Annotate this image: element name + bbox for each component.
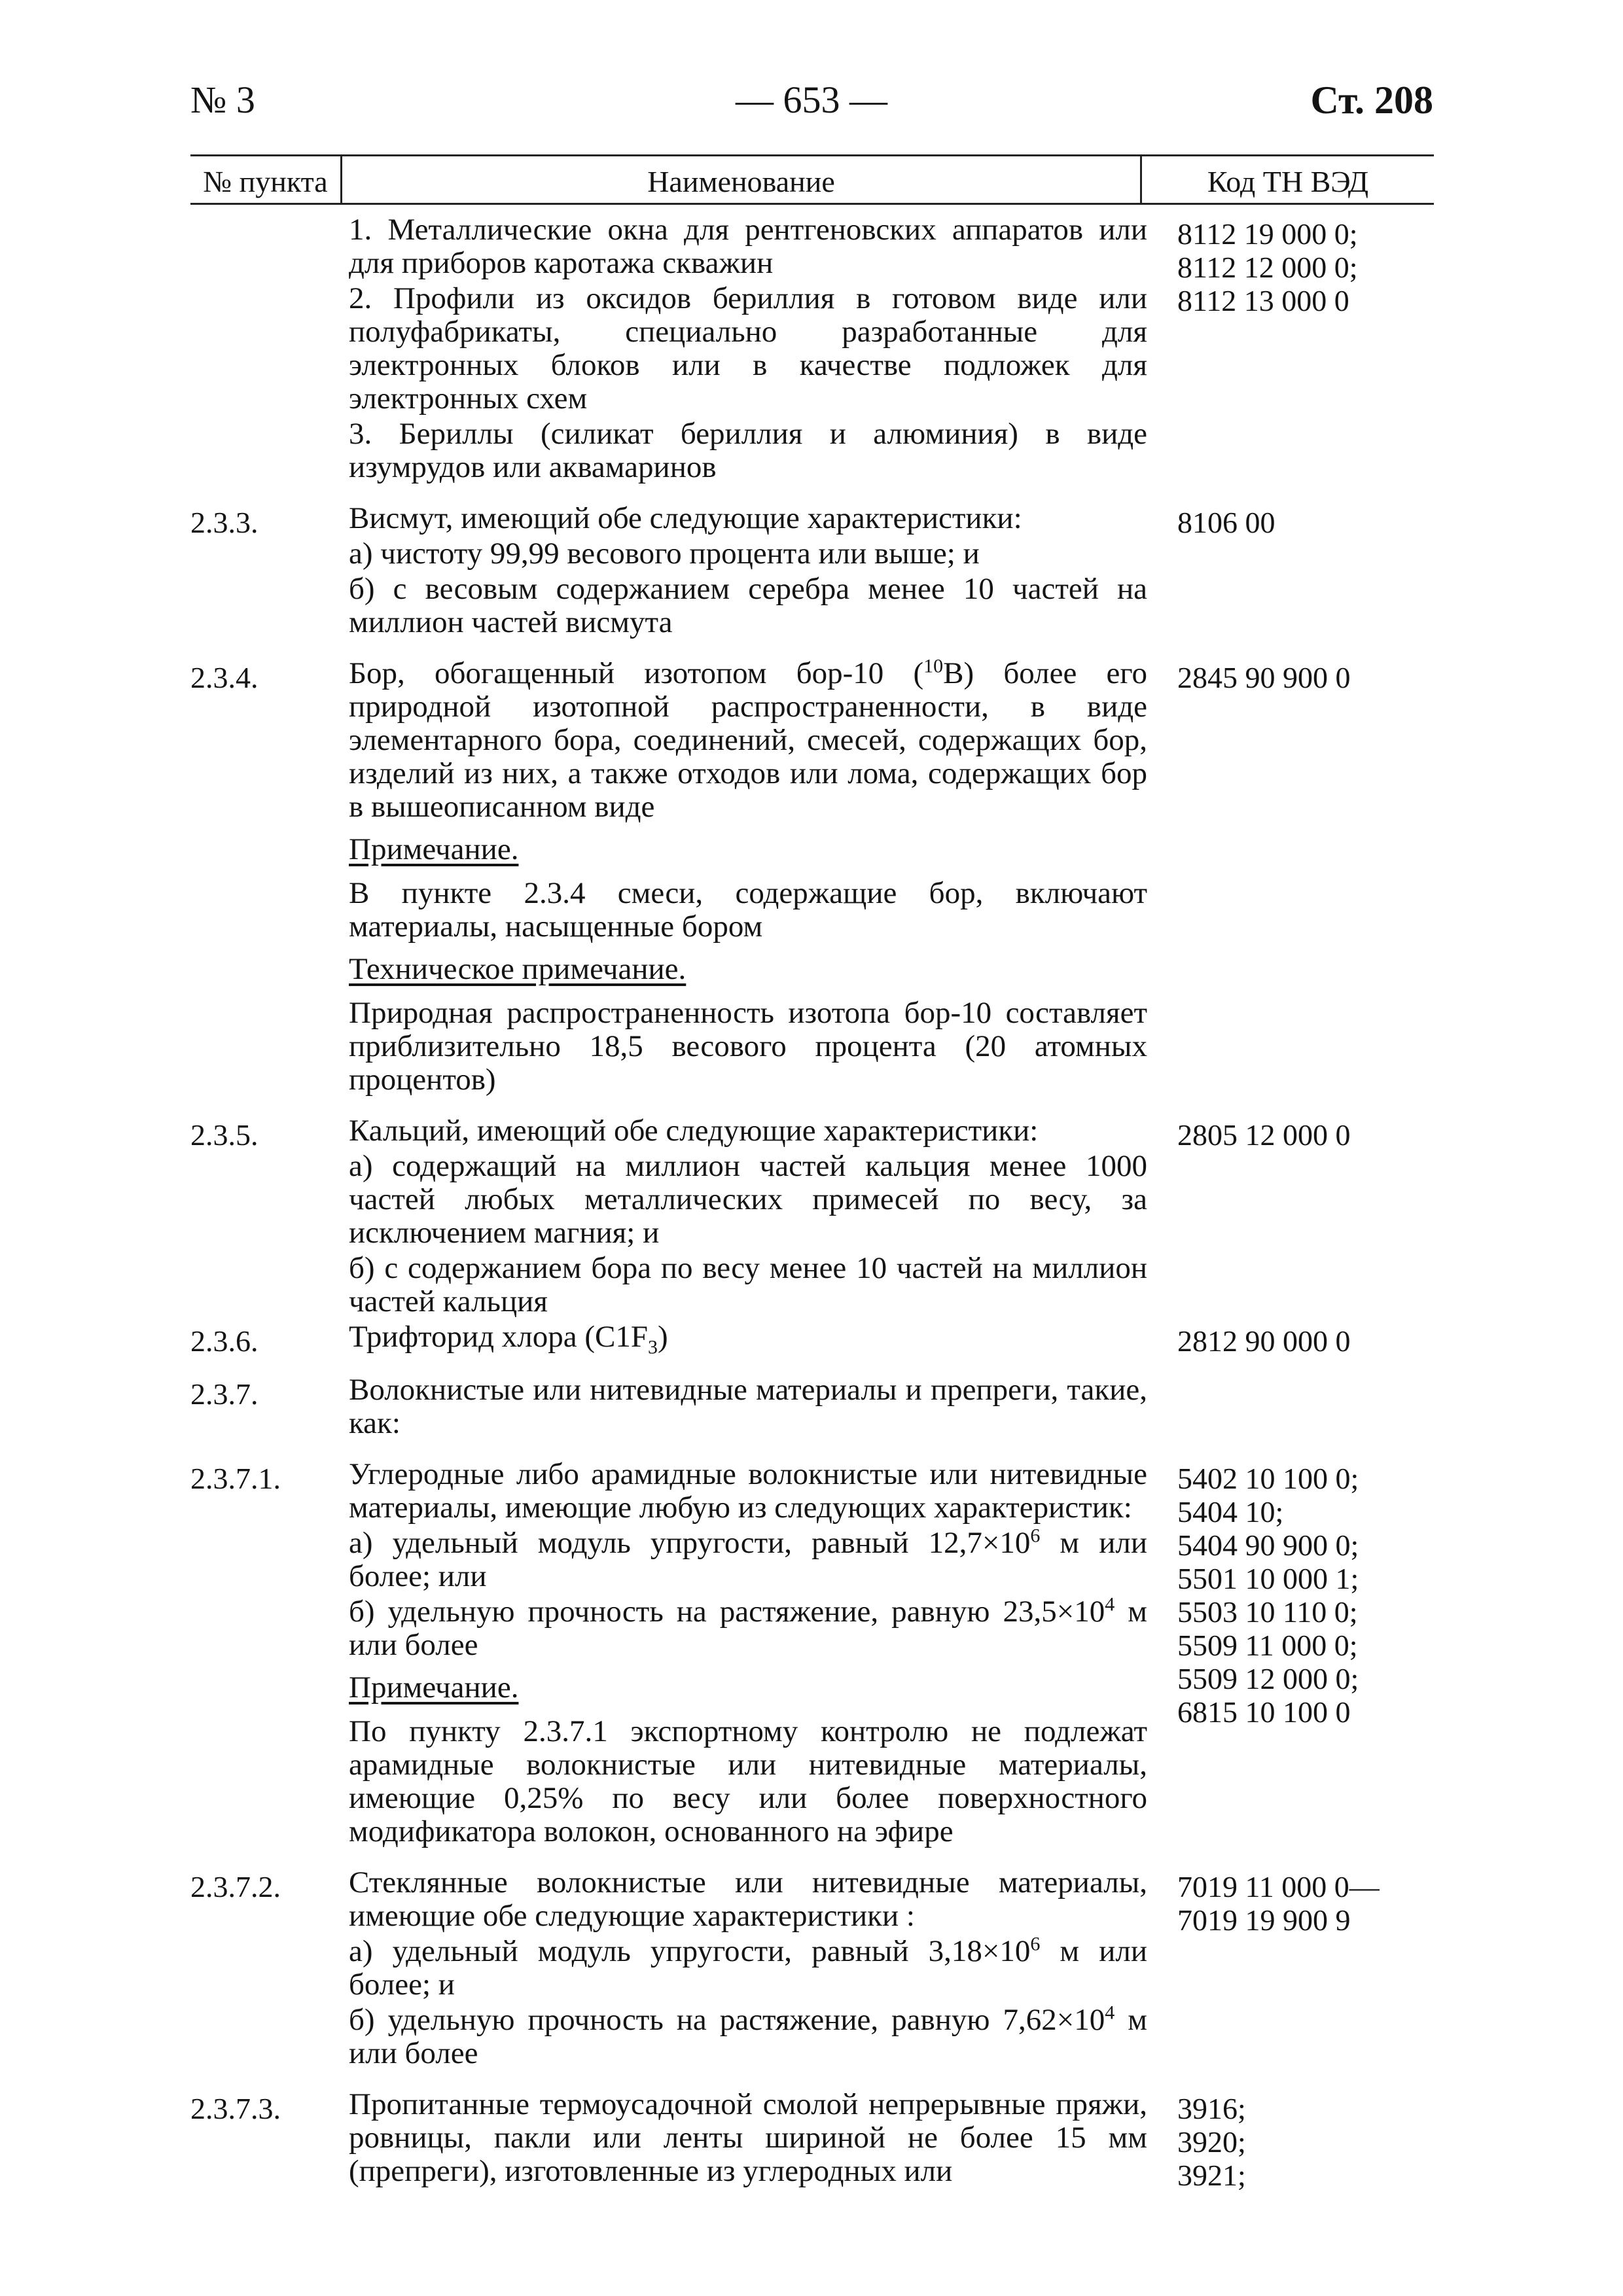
technical-note-heading: Техническое примечание. <box>349 952 687 986</box>
table-header-bottom-rule <box>190 203 1434 205</box>
tn-ved-code: 3916; <box>1177 2092 1246 2125</box>
item-text <box>349 1595 1147 1662</box>
tn-ved-code: 8106 00 <box>1177 506 1275 539</box>
note-heading: Примечание. <box>349 832 519 866</box>
item-text-part: ) <box>657 1320 668 1354</box>
tn-ved-code: 8112 19 000 0; <box>1177 217 1358 251</box>
note-text: В пункте 2.3.4 смеси, содержащие бор, включают материалы, насыщенные бором <box>349 876 1147 944</box>
tn-ved-code: 3920; <box>1177 2125 1246 2159</box>
item-number: 2.3.7.1. <box>190 1462 281 1495</box>
item-number <box>190 213 342 486</box>
table-row <box>190 1373 1434 1442</box>
item-text: а) чистоту 99,99 весового процента или выше; и <box>349 537 980 571</box>
item-text-part: м или более <box>349 1595 1147 1662</box>
table-body <box>190 213 1434 2192</box>
item-text-part: Бор, обогащенный изотопом бор-10 ( <box>349 656 924 690</box>
item-code <box>1177 657 1434 1099</box>
note-heading: Примечание. <box>349 1670 519 1704</box>
table-row <box>190 1114 1434 1320</box>
item-text: а) содержащий на миллион частей кальция менее 1000 частей любых металлических примесей по весу, за исключением магния; и <box>349 1149 1147 1250</box>
table-header-top-rule <box>190 154 1434 156</box>
superscript: 10 <box>923 655 944 677</box>
tn-ved-code: 5404 90 900 0; <box>1177 1528 1359 1562</box>
item-code <box>1177 1458 1434 1850</box>
item-name <box>342 213 1147 486</box>
column-header-name: Наименование <box>647 165 835 198</box>
tn-ved-code: 5501 10 000 1; <box>1177 1562 1359 1595</box>
tn-ved-code: 7019 19 900 9 <box>1177 1903 1351 1937</box>
tn-ved-code: 2805 12 000 0 <box>1177 1118 1351 1152</box>
item-name <box>342 1458 1147 1850</box>
tn-ved-code: 5503 10 110 0; <box>1177 1595 1358 1629</box>
tn-ved-code: 6815 10 100 0 <box>1177 1695 1351 1729</box>
superscript: 6 <box>1030 1525 1041 1547</box>
item-text: Висмут, имеющий обе следующие характеристики: <box>349 501 1022 535</box>
item-number: 2.3.7. <box>190 1377 259 1411</box>
table-row <box>190 1458 1434 1850</box>
tn-ved-code: 7019 11 000 0— <box>1177 1870 1380 1903</box>
item-number: 2.3.3. <box>190 506 259 539</box>
tn-ved-code: 5509 11 000 0; <box>1177 1629 1358 1662</box>
item-name <box>342 1373 1147 1442</box>
note-text: По пункту 2.3.7.1 экспортному контролю не подлежат арамидные волокнистые или нитевидные материалы, имеющие 0,25% по весу или более поверхностного модификатора волокон, основанного на эфире <box>349 1714 1147 1848</box>
superscript: 6 <box>1030 1933 1041 1955</box>
item-text <box>349 1935 1147 2002</box>
table-row <box>190 213 1434 486</box>
page-section-number: № 3 <box>190 79 255 121</box>
item-text: Стеклянные волокнистые или нитевидные материалы, имеющие обе следующие характеристики : <box>349 1865 1147 1933</box>
item-text-part: б) удельную прочность на растяжение, равную 7,62×10 <box>349 2003 1105 2037</box>
item-code <box>1177 213 1434 486</box>
item-text: Пропитанные термоусадочной смолой непрерывные пряжи, ровницы, пакли или ленты шириной не более 15 мм (препреги), изготовленные из углеродных или <box>349 2087 1147 2188</box>
item-number: 2.3.7.3. <box>190 2092 281 2125</box>
item-name <box>342 1114 1147 1320</box>
item-code <box>1177 1373 1434 1442</box>
item-code <box>1177 2088 1434 2192</box>
item-code <box>1177 1114 1434 1320</box>
item-number: 2.3.7.2. <box>190 1870 281 1903</box>
item-text: 3. Бериллы (силикат бериллия и алюминия) в виде изумрудов или аквамаринов <box>349 417 1147 484</box>
item-number: 2.3.6. <box>190 1324 259 1358</box>
item-text-part: б) удельную прочность на растяжение, равную 23,5×10 <box>349 1595 1105 1629</box>
item-text: 1. Металлические окна для рентгеновских аппаратов или для приборов каротажа скважин <box>349 213 1147 280</box>
item-text: Волокнистые или нитевидные материалы и препреги, такие, как: <box>349 1373 1147 1440</box>
item-text <box>349 1320 1147 1358</box>
column-header-code: Код ТН ВЭД <box>1207 165 1369 198</box>
item-text: Кальций, имеющий обе следующие характеристики: <box>349 1114 1039 1148</box>
item-name <box>342 1320 1147 1358</box>
item-name <box>342 2088 1147 2192</box>
tn-ved-code: 5404 10; <box>1177 1495 1284 1528</box>
item-text <box>349 1527 1147 1593</box>
item-text-part: а) удельный модуль упругости, равный 12,7×10 <box>349 1526 1031 1560</box>
item-code <box>1177 1320 1434 1358</box>
item-text-part: В) более его природной изотопной распространенности, в виде элементарного бора, соединений, смесей, содержащих бор, изделий из них, а также отходов или лома, содержащих бор в вышеописанном виде <box>349 656 1147 824</box>
article-number: Ст. 208 <box>1310 79 1433 122</box>
tn-ved-code: 8112 12 000 0; <box>1177 251 1358 284</box>
table-row <box>190 1866 1434 2072</box>
superscript: 4 <box>1105 1593 1115 1616</box>
item-code <box>1177 502 1434 641</box>
page-number: — 653 — <box>736 79 887 121</box>
item-text <box>349 657 1147 824</box>
item-text: 2. Профили из оксидов бериллия в готовом виде или полуфабрикаты, специально разработанные для электронных блоков или в качестве подложек для электронных схем <box>349 281 1147 415</box>
table-row <box>190 1320 1434 1358</box>
item-text: б) с весовым содержанием серебра менее 10 частей на миллион частей висмута <box>349 572 1147 639</box>
table-row <box>190 502 1434 641</box>
table-row <box>190 657 1434 1099</box>
tn-ved-code: 2812 90 000 0 <box>1177 1324 1351 1358</box>
item-name <box>342 502 1147 641</box>
item-number: 2.3.4. <box>190 661 259 694</box>
item-text <box>349 2004 1147 2070</box>
item-name <box>342 1866 1147 2072</box>
item-text-part: м или более; или <box>349 1526 1147 1593</box>
subscript: 3 <box>647 1336 658 1358</box>
item-code <box>1177 1866 1434 2072</box>
tn-ved-code: 3921; <box>1177 2159 1246 2192</box>
superscript: 4 <box>1105 2002 1115 2024</box>
item-number: 2.3.5. <box>190 1118 259 1152</box>
item-name <box>342 657 1147 1099</box>
technical-note-text: Природная распространенность изотопа бор-10 составляет приблизительно 18,5 весового процента (20 атомных процентов) <box>349 996 1147 1097</box>
item-text-part: Трифторид хлора (С1F <box>349 1320 648 1354</box>
tn-ved-code: 2845 90 900 0 <box>1177 661 1351 694</box>
item-text-part: а) удельный модуль упругости, равный 3,18×10 <box>349 1934 1031 1968</box>
tn-ved-code: 5402 10 100 0; <box>1177 1462 1359 1495</box>
item-text-part: м или более <box>349 2003 1147 2070</box>
table-row <box>190 2088 1434 2192</box>
tn-ved-code: 8112 13 000 0 <box>1177 284 1349 317</box>
column-header-number: № пункта <box>203 165 328 198</box>
tn-ved-code: 5509 12 000 0; <box>1177 1662 1359 1695</box>
item-text: Углеродные либо арамидные волокнистые или нитевидные материалы, имеющие любую из следующих характеристик: <box>349 1457 1147 1525</box>
item-text: б) с содержанием бора по весу менее 10 частей на миллион частей кальция <box>349 1251 1147 1318</box>
item-text-part: м или более; и <box>349 1934 1147 2002</box>
